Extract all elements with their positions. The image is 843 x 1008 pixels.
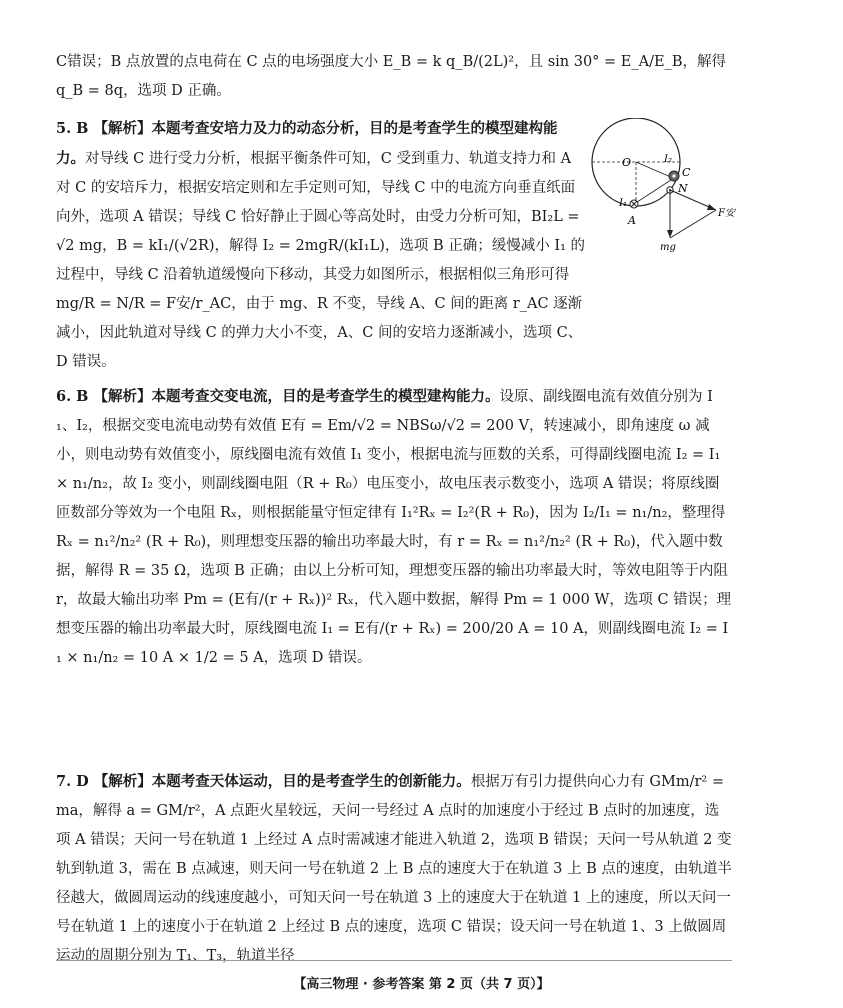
footer-divider <box>56 960 732 961</box>
question-7-heading: 7. D 【解析】本题考查天体运动，目的是考查学生的创新能力。 <box>56 773 471 790</box>
wire-c-dot <box>672 174 675 177</box>
question-6-text <box>56 382 732 673</box>
label-i1: I₁ <box>619 198 627 209</box>
page-footer: 【高三物理 · 参考答案 第 2 页（共 7 页）】 <box>293 977 550 992</box>
question-6-heading: 6. B 【解析】本题考查交变电流，目的是考查学生的模型建构能力。 <box>56 388 500 405</box>
question-7-answer <box>56 767 732 971</box>
force-triangle-side <box>670 210 716 238</box>
label-f: F安 <box>718 208 735 219</box>
question-5-text <box>56 114 586 377</box>
previous-answer-text: C错误；B 点放置的点电荷在 C 点的电场强度大小 E_B = k q_B/(2L)²，且 sin 30° = E_A/E_B，解得 q_B = 8q，选项 D 正确。 <box>56 54 726 99</box>
question-7-body: 根据万有引力提供向心力有 GMm/r² = ma，解得 a = GM/r²，A 点距火星较远，天问一号经过 A 点时的加速度小于经过 B 点时的加速度，选项 A 错误；天问一号在轨道 1 上经过 A 点时需减速才能进入轨道 2，选项 B 错误；天问一号从轨道 2 变轨到轨道 3，需在 B 点减速，则天问一号在轨道 2 上 B 点的速度大于在轨道 3 上 B 点的速度，由轨道半径越大，做圆周运动的线速度越小，可知天问一号在轨道 3 上的速度大于在轨道 1 上的速度，所以天问一号在轨道 1 上的速度小于在轨道 2 上经过 B 点的速度，选项 C 错误；设天问一号在轨道 1、3 上做圆周运动的周期分别为 T₁、T₃，轨道半径 <box>56 774 732 964</box>
question-5-heading: 5. B 【解析】本题考查安培力及力的动态分析，目的是考查学生的模型建构能力。 <box>56 120 558 167</box>
label-i2: I₂ <box>664 154 672 165</box>
force-f-arrowhead <box>707 204 716 210</box>
label-mg: mg <box>660 242 676 253</box>
force-diagram-figure <box>586 118 746 258</box>
label-o: O <box>622 156 632 169</box>
label-a: A <box>628 214 636 227</box>
question-7-text <box>56 767 732 971</box>
label-c: C <box>682 166 691 179</box>
label-n: N <box>678 182 688 195</box>
question-6-answer <box>56 382 732 673</box>
circular-track-diagram <box>586 118 746 258</box>
previous-answer-tail <box>56 48 732 106</box>
question-6-body: 设原、副线圈电流有效值分别为 I₁、I₂，根据交变电流电动势有效值 E有 = Em/√2 = NBSω/√2 = 200 V，转速减小，即角速度 ω 减小，则电动势有效值变小，原线圈电流有效值 I₁ 变小，根据电流与匝数的关系，可得副线圈电流 I₂ = I₁ × n₁/n₂，故 I₂ 变小，则副线圈电阻（R + R₀）电压变小，故电压表示数变小，选项 A 错误；将原线圈匝数部分等效为一个电阻 Rₓ，则根据能量守恒定律有 I₁²Rₓ = I₂²(R + R₀)，因为 I₂/I₁ = n₁/n₂，整理得 Rₓ = n₁²/n₂² (R + R₀)，则理想变压器的输出功率最大时，有 r = Rₓ = n₁²/n₂² (R + R₀)，代入题中数据，解得 R = 35 Ω，选项 B 正确；由以上分析可知，理想变压器的输出功率最大时，等效电阻等于内阻 r，故最大输出功率 Pm = (E有/(r + Rₓ))² Rₓ，代入题中数据，解得 Pm = 1 000 W，选项 C 错误；理想变压器的输出功率最大时，原线圈电流 I₁ = E有/(r + Rₓ) = 200/20 A = 10 A，则副线圈电流 I₂ = I₁ × n₁/n₂ = 10 A × 1/2 = 5 A，选项 D 错误。 <box>56 389 732 666</box>
question-5-body: 对导线 C 进行受力分析，根据平衡条件可知，C 受到重力、轨道支持力和 A 对 C 的安培斥力，根据安培定则和左手定则可知，导线 C 中的电流方向垂直纸面向外，选项 A 错误；导线 C 恰好静止于圆心等高处时，由受力分析可知，BI₂L = √2 mg，B = kI₁/(√2R)，解得 I₂ = 2mgR/(kI₁L)，选项 B 正确；缓慢减小 I₁ 的过程中，导线 C 沿着轨道缓慢向下移动，其受力如图所示，根据相似三角形可得 mg/R = N/R = F安/r_AC，由于 mg、R 不变，导线 A、C 间的距离 r_AC 逐渐减小，因此轨道对导线 C 的弹力大小不变，A、C 间的安培力逐渐减小，选项 C、D 错误。 <box>56 151 586 370</box>
